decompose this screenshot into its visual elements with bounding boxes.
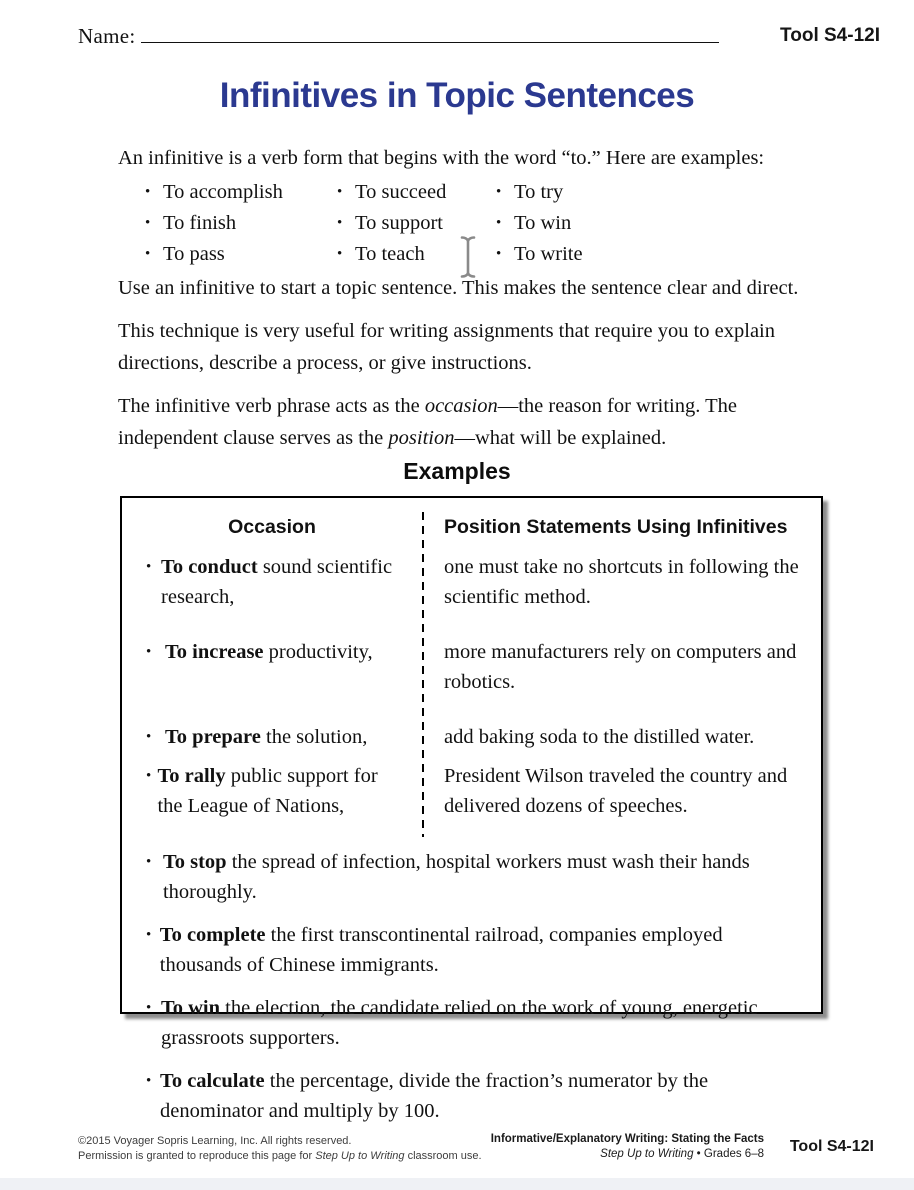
page-edge-strip xyxy=(0,1178,914,1190)
intro-lead: An infinitive is a verb form that begins with the word “to.” Here are examples: xyxy=(118,147,765,169)
tool-id-top: Tool S4-12I xyxy=(780,25,880,46)
occasion-column-header: Occasion xyxy=(228,516,316,538)
bullet-icon: • xyxy=(145,184,151,200)
position-term: position xyxy=(388,427,455,449)
tool-id-bottom: Tool S4-12I xyxy=(789,1138,874,1155)
copyright-block xyxy=(78,1134,482,1164)
list-item: • To teach xyxy=(337,239,496,270)
bullet-icon: • xyxy=(145,215,151,231)
table-header-row xyxy=(122,510,803,543)
list-item: • To finish xyxy=(145,208,337,239)
list-item: • To stop the spread of infection, hospital workers must wash their hands thoroughly. xyxy=(146,847,803,907)
table-row: • To increase productivity, more manufacturers rely on computers and robotics. xyxy=(122,637,803,697)
list-item: • To try xyxy=(496,177,822,208)
bullet-icon: • xyxy=(146,559,152,575)
paragraph-1: Use an infinitive to start a topic sentence. This makes the sentence clear and direct. xyxy=(118,277,799,299)
page-footer xyxy=(0,1132,914,1172)
dashed-column-divider xyxy=(422,512,424,837)
list-item: • To accomplish xyxy=(145,177,337,208)
page-header xyxy=(78,24,880,54)
table-row: • To conduct sound scientific research, one must take no shortcuts in following the scientific method. xyxy=(122,552,803,612)
infinitive-column-3 xyxy=(496,177,822,270)
examples-table xyxy=(122,510,803,839)
examples-box xyxy=(120,496,823,1122)
bullet-icon: • xyxy=(337,215,343,231)
list-item: • To calculate the percentage, divide the fraction’s numerator by the denominator and multiply by 100. xyxy=(146,1066,803,1126)
bullet-icon: • xyxy=(146,729,152,745)
bullet-icon: • xyxy=(496,246,502,262)
list-item: • To support xyxy=(337,208,496,239)
bullet-icon: • xyxy=(146,927,152,943)
list-item: • To win the election, the candidate relied on the work of young, energetic grassroots supporters. xyxy=(146,993,803,1053)
bullet-icon: • xyxy=(146,644,152,660)
program-title-line: Informative/Explanatory Writing: Stating the Facts xyxy=(490,1133,764,1145)
position-column-header: Position Statements Using Infinitives xyxy=(444,516,788,538)
infinitive-column-1 xyxy=(145,177,337,270)
list-item: • To write xyxy=(496,239,822,270)
main-content xyxy=(118,142,822,454)
list-item: • To succeed xyxy=(337,177,496,208)
table-row: • To rally public support for the League of Nations, President Wilson traveled the country and delivered dozens of speeches. xyxy=(122,761,803,821)
table-row: • To prepare the solution, add baking soda to the distilled water. xyxy=(122,722,803,752)
bullet-icon: • xyxy=(337,246,343,262)
example-sentences-list xyxy=(122,847,803,1126)
page-title: Infinitives in Topic Sentences xyxy=(219,76,695,115)
bullet-icon: • xyxy=(146,768,152,784)
list-item: • To complete the first transcontinental railroad, companies employed thousands of Chinese immigrants. xyxy=(146,920,803,980)
paragraph-2: This technique is very useful for writing assignments that require you to explain directions, describe a process, or give instructions. xyxy=(118,320,775,374)
bullet-icon: • xyxy=(337,184,343,200)
bullet-icon: • xyxy=(146,1073,152,1089)
permission-line: Permission is granted to reproduce this page for Step Up to Writing classroom use. xyxy=(78,1150,482,1162)
program-grades-line: Step Up to Writing • Grades 6–8 xyxy=(600,1148,764,1160)
bullet-icon: • xyxy=(146,854,152,870)
bullet-icon: • xyxy=(146,1000,152,1016)
bullet-icon: • xyxy=(496,184,502,200)
program-block xyxy=(491,1132,764,1162)
text-cursor-icon xyxy=(459,236,477,278)
bullet-icon: • xyxy=(496,215,502,231)
name-blank-line xyxy=(141,42,719,43)
occasion-term: occasion xyxy=(424,395,498,417)
bullet-icon: • xyxy=(145,246,151,262)
list-item: • To pass xyxy=(145,239,337,270)
name-label: Name: xyxy=(78,24,136,48)
list-item: • To win xyxy=(496,208,822,239)
copyright-line: ©2015 Voyager Sopris Learning, Inc. All rights reserved. xyxy=(78,1135,352,1147)
examples-heading: Examples xyxy=(403,458,511,484)
paragraph-3: The infinitive verb phrase acts as the occasion—the reason for writing. The independent clause serves as the position—what will be explained. xyxy=(118,395,737,449)
